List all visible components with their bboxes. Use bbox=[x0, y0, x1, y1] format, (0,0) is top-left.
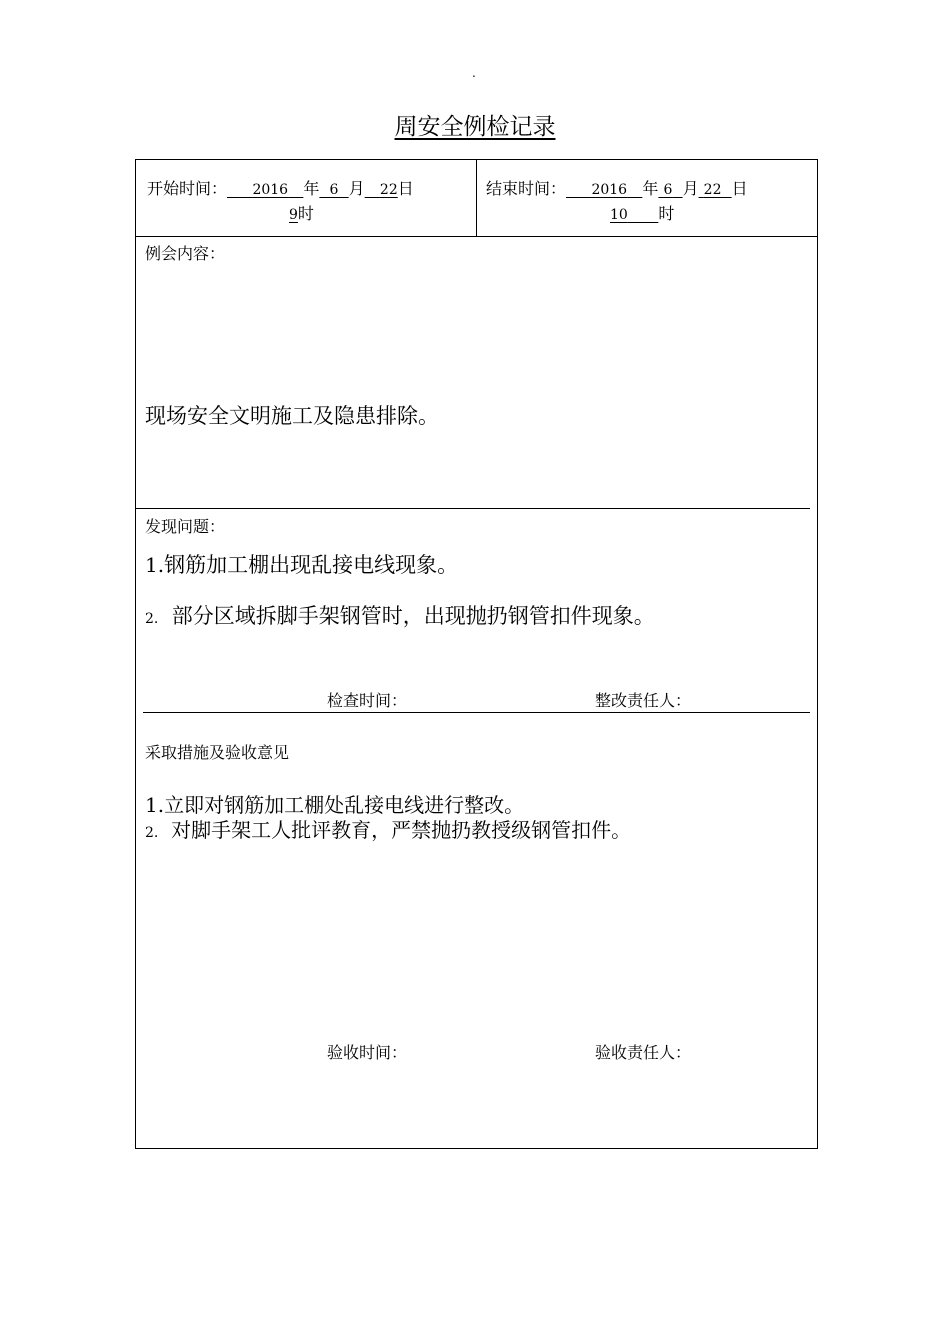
start-time-label: 开始时间： bbox=[147, 179, 228, 198]
start-year-field bbox=[227, 179, 303, 198]
meeting-content: 现场安全文明施工及隐患排除。 bbox=[145, 404, 439, 428]
start-hour: 9 bbox=[289, 207, 298, 223]
issue-text: 部分区域拆脚手架钢管时，出现抛扔钢管扣件现象。 bbox=[171, 604, 655, 628]
start-hour-unit: 时 bbox=[297, 204, 314, 223]
issue-item bbox=[145, 549, 458, 579]
measure-number: 2. bbox=[145, 825, 159, 841]
end-day: 22 bbox=[703, 182, 722, 198]
start-month: 6 bbox=[329, 182, 339, 198]
end-time-label: 结束时间： bbox=[486, 179, 567, 198]
header-mark: . bbox=[472, 66, 476, 80]
start-month-unit: 月 bbox=[348, 179, 365, 198]
accept-person-label: 验收责任人： bbox=[595, 1043, 692, 1062]
measure-number: 1. bbox=[145, 793, 165, 817]
end-hour: 10 bbox=[610, 207, 628, 223]
end-year-field bbox=[566, 179, 642, 198]
end-month-unit: 月 bbox=[682, 179, 699, 198]
start-day: 22 bbox=[379, 182, 398, 198]
end-time-line bbox=[486, 176, 748, 199]
start-time-line bbox=[147, 176, 414, 199]
record-table bbox=[135, 159, 818, 1149]
document-title bbox=[0, 108, 950, 141]
issues-label: 发现问题： bbox=[145, 517, 226, 536]
start-year: 2016 bbox=[252, 182, 289, 198]
start-day-unit: 日 bbox=[397, 179, 414, 198]
end-hour-field bbox=[610, 204, 658, 223]
end-month: 6 bbox=[663, 182, 673, 198]
end-year: 2016 bbox=[591, 182, 628, 198]
title-text: 周安全例检记录 bbox=[394, 114, 556, 140]
end-year-unit: 年 bbox=[642, 179, 659, 198]
end-hour-unit: 时 bbox=[658, 204, 675, 223]
start-hour-line bbox=[289, 201, 314, 224]
issue-number: 1. bbox=[145, 553, 165, 577]
start-year-unit: 年 bbox=[303, 179, 320, 198]
issue-number: 2. bbox=[145, 611, 159, 627]
end-day-unit: 日 bbox=[731, 179, 748, 198]
rectify-person-label: 整改责任人： bbox=[595, 691, 692, 710]
issue-text: 钢筋加工棚出现乱接电线现象。 bbox=[164, 553, 459, 577]
accept-time-label: 验收时间： bbox=[327, 1043, 408, 1062]
measure-item bbox=[145, 814, 631, 843]
measures-label: 采取措施及验收意见 bbox=[145, 743, 290, 762]
end-hour-line bbox=[610, 201, 674, 224]
check-time-label: 检查时间： bbox=[327, 691, 408, 710]
end-month-field bbox=[658, 179, 682, 198]
time-row-divider bbox=[476, 159, 477, 237]
issues-bottom-line bbox=[143, 712, 810, 713]
issue-item bbox=[145, 600, 655, 630]
meeting-label: 例会内容： bbox=[145, 244, 226, 263]
meeting-bottom-line bbox=[135, 508, 810, 509]
measure-text: 对脚手架工人批评教育，严禁抛扔教授级钢管扣件。 bbox=[171, 818, 632, 842]
start-day-field bbox=[365, 179, 398, 198]
end-day-field bbox=[699, 179, 732, 198]
start-month-field bbox=[319, 179, 348, 198]
measure-text: 立即对钢筋加工棚处乱接电线进行整改。 bbox=[164, 793, 525, 817]
time-row-bottom-line bbox=[135, 236, 818, 237]
